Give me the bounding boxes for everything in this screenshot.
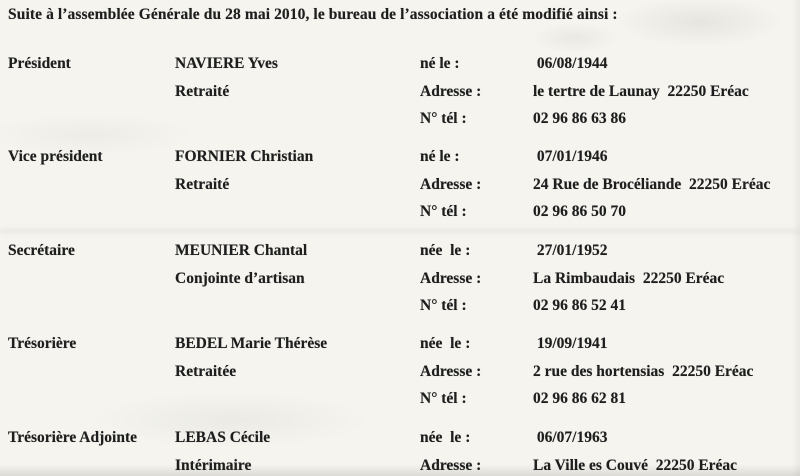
document-title: Suite à l’assemblée Générale du 28 mai 2010, le bureau de l’association a été modifié ainsi : [8,6,618,23]
member-occupation: Intérimaire [175,456,252,474]
phone-value: 02 96 86 50 70 [533,203,626,220]
member-block-tresoriere [8,330,792,413]
phone-value: 02 96 86 62 81 [533,390,626,407]
spacer [8,198,175,226]
birth-label: née le : [420,335,471,352]
birth-date: 27/01/1952 [533,242,608,259]
address-label: Adresse : [420,175,482,193]
member-role: Président [8,55,71,72]
birth-label: née le : [420,242,471,259]
member-role: Vice président [8,148,103,165]
address-label: Adresse : [420,269,482,287]
spacer [175,385,420,413]
member-role: Secrétaire [8,242,75,259]
spacer [8,78,175,106]
phone-label: N° tél : [420,110,467,127]
address-value: le tertre de Launay 22250 Eréac [533,82,749,100]
phone-label: N° tél : [420,297,467,314]
phone-label: N° tél : [420,390,467,407]
member-occupation: Retraité [175,175,230,193]
member-block-secretaire [8,237,792,320]
member-occupation: Conjointe d’artisan [175,269,305,287]
member-name: FORNIER Christian [175,148,314,165]
scan-artifact-streak [0,229,800,233]
member-name: LEBAS Cécile [175,429,271,446]
address-value: La Ville es Couvé 22250 Eréac [533,456,738,474]
address-label: Adresse : [420,362,482,380]
address-value: 24 Rue de Brocéliande 22250 Eréac [533,175,771,193]
phone-value: 02 96 86 52 41 [533,297,626,314]
member-block-tresoriere-adjointe [8,424,792,476]
member-block-president [8,50,792,133]
member-name: NAVIERE Yves [175,55,278,72]
spacer [8,292,175,320]
phone-value: 02 96 86 63 86 [533,110,626,127]
birth-label: née le : [420,429,471,446]
member-name: MEUNIER Chantal [175,242,308,259]
birth-label: né le : [420,55,460,72]
birth-date: 06/07/1963 [533,429,608,446]
spacer [175,105,420,133]
birth-date: 19/09/1941 [533,335,608,352]
member-occupation: Retraitée [175,362,237,380]
spacer [8,385,175,413]
birth-label: né le : [420,148,460,165]
birth-date: 07/01/1946 [533,148,608,165]
spacer [175,292,420,320]
address-value: La Rimbaudais 22250 Eréac [533,269,725,287]
spacer [8,358,175,386]
spacer [175,198,420,226]
member-role: Trésorière Adjointe [8,429,137,446]
address-value: 2 rue des hortensias 22250 Eréac [533,362,754,380]
address-label: Adresse : [420,82,482,100]
spacer [8,452,175,476]
phone-label: N° tél : [420,203,467,220]
member-name: BEDEL Marie Thérèse [175,335,328,352]
member-role: Trésorière [8,335,77,352]
spacer [8,265,175,293]
address-label: Adresse : [420,456,482,474]
spacer [8,105,175,133]
member-occupation: Retraité [175,82,230,100]
spacer [8,171,175,199]
birth-date: 06/08/1944 [533,55,608,72]
member-block-vice-president [8,143,792,226]
